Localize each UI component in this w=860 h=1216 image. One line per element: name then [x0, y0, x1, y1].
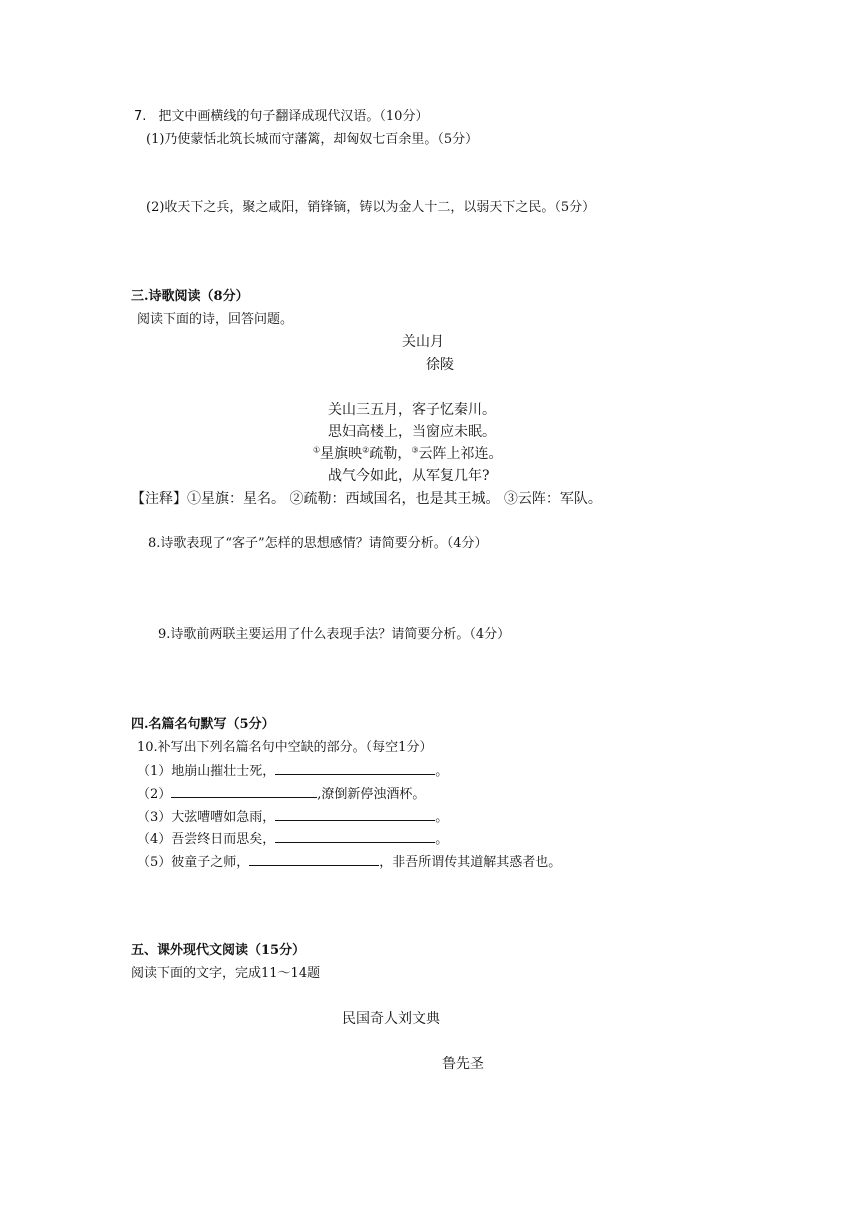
- poem-line-4: 战气今如此，从军复几年?: [328, 468, 490, 484]
- fill-item-1-text: （1）地崩山摧壮士死，: [137, 764, 276, 779]
- poem-line-3: [313, 445, 503, 463]
- fill-blank-4[interactable]: [275, 829, 435, 843]
- fill-item-5-text: （5）彼童子之师，: [137, 855, 250, 870]
- sec3-instruction: 阅读下面的诗，回答问题。: [137, 312, 294, 327]
- fill-item-2-end: ,潦倒新停浊酒杯。: [317, 787, 426, 802]
- q9: 9.诗歌前两联主要运用了什么表现手法？请简要分析。（4分）: [158, 627, 511, 642]
- fill-item-4-end: 。: [435, 832, 449, 847]
- q7-sentence-1: (1)乃使蒙恬北筑长城而守藩篱，却匈奴七百余里。（5分）: [146, 132, 479, 147]
- poem-line-3-part-c: 云阵上祁连。: [418, 446, 503, 462]
- q8: 8.诗歌表现了“客子”怎样的思想感情？请简要分析。（4分）: [148, 536, 488, 551]
- fill-item-4: [137, 829, 448, 849]
- q7-sentence-2: (2)收天下之兵，聚之咸阳，销锋镝，铸以为金人十二，以弱天下之民。（5分）: [146, 200, 596, 215]
- fill-item-1-end: 。: [435, 764, 449, 779]
- fill-blank-1[interactable]: [275, 761, 435, 775]
- fill-item-3: [137, 807, 448, 827]
- sec3-heading: 三.诗歌阅读（8分）: [131, 289, 249, 304]
- fill-blank-3[interactable]: [275, 807, 435, 821]
- poem-line-1: 关山三五月，客子忆秦川。: [328, 402, 496, 418]
- poem-line-3-part-b: 疏勒，: [369, 446, 412, 462]
- sec4-heading: 四.名篇名句默写（5分）: [131, 717, 275, 732]
- footnote-mark-2: ②: [362, 445, 370, 455]
- fill-item-3-text: （3）大弦嘈嘈如急雨，: [137, 810, 276, 825]
- poem-author: 徐陵: [426, 357, 454, 373]
- fill-item-4-text: （4）吾尝终日而思矣，: [137, 832, 276, 847]
- fill-item-3-end: 。: [435, 810, 449, 825]
- fill-item-1: [137, 761, 448, 781]
- q7-number: 7.: [134, 109, 147, 124]
- footnote-mark-1: ①: [313, 445, 321, 455]
- poem-annotation: 【注释】①星旗：星名。 ②疏勒：西域国名，也是其王城。 ③云阵：军队。: [131, 491, 602, 507]
- q7-title: 把文中画横线的句子翻译成现代汉语。（10分）: [158, 109, 429, 124]
- poem-line-3-part-a: 星旗映: [320, 446, 363, 462]
- fill-item-5-end: ，非吾所谓传其道解其惑者也。: [379, 855, 562, 870]
- article-author: 鲁先圣: [442, 1056, 484, 1072]
- poem-title: 关山月: [402, 334, 444, 350]
- fill-item-5: [137, 852, 561, 872]
- q10: 10.补写出下列名篇名句中空缺的部分。（每空1分）: [137, 740, 433, 755]
- fill-blank-5[interactable]: [249, 852, 379, 866]
- sec5-heading: 五、课外现代文阅读（15分）: [131, 943, 306, 958]
- article-title: 民国奇人刘文典: [342, 1011, 440, 1027]
- fill-item-2: [137, 784, 425, 804]
- q7-title-line: [134, 108, 428, 126]
- fill-item-2-text: （2）: [137, 787, 172, 802]
- poem-line-2: 思妇高楼上，当窗应未眠。: [328, 424, 496, 440]
- sec5-instruction: 阅读下面的文字，完成11～14题: [131, 966, 321, 981]
- fill-blank-2[interactable]: [171, 784, 317, 798]
- footnote-mark-3: ③: [411, 445, 419, 455]
